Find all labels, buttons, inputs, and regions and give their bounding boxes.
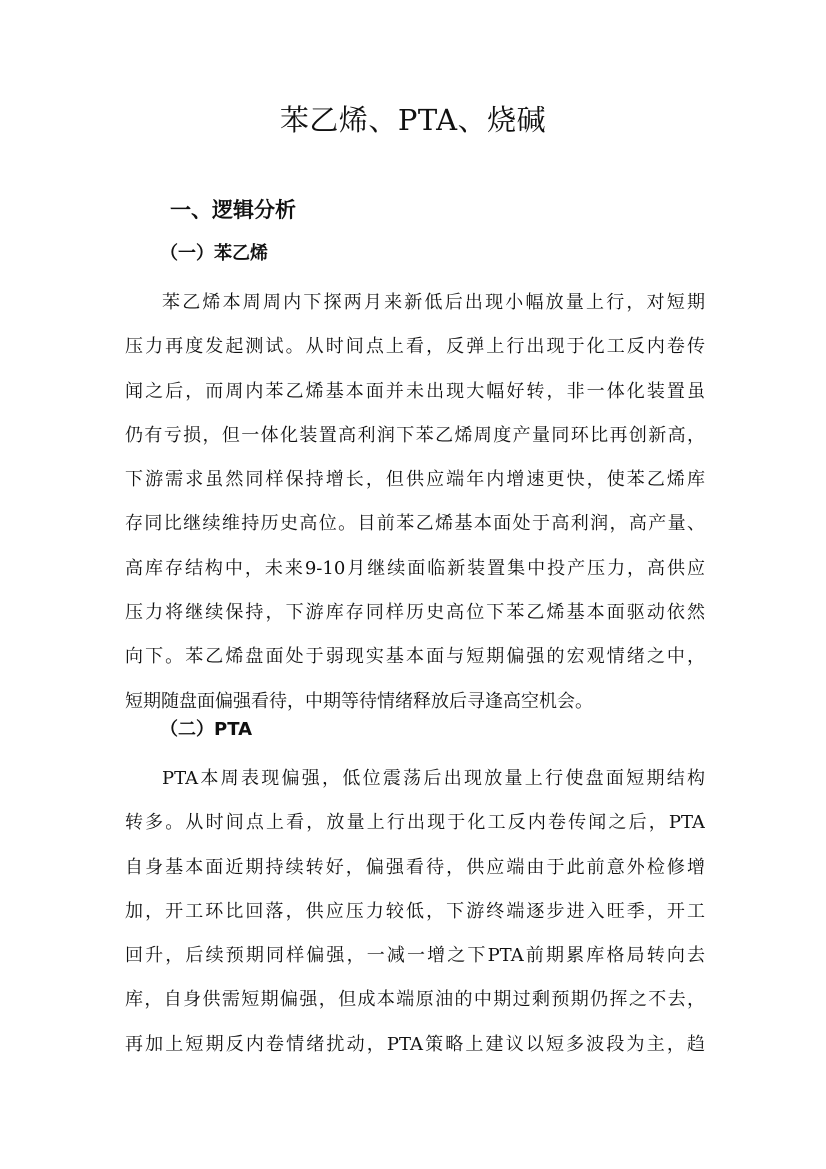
paragraph-line: 库，自身供需短期偏强，但成本端原油的中期过剩预期仍挥之不去， (125, 989, 705, 1011)
paragraph-line: 加，开工环比回落，供应压力较低，下游终端逐步进入旺季，开工 (125, 900, 705, 922)
paragraph-line: 苯乙烯本周周内下探两月来新低后出现小幅放量上行，对短期 (162, 292, 705, 313)
paragraph-line: 仍有亏损，但一体化装置高利润下苯乙烯周度产量同环比再创新高， (125, 424, 705, 446)
paragraph-line: 高库存结构中，未来9-10月继续面临新装置集中投产压力，高供应 (125, 557, 705, 579)
paragraph-line: PTA本周表现偏强，低位震荡后出现放量上行使盘面短期结构 (162, 768, 705, 789)
paragraph-line-last: 短期随盘面偏强看待，中期等待情绪释放后寻逢高空机会。 (125, 690, 593, 712)
paragraph-line: 闻之后，而周内苯乙烯基本面并未出现大幅好转，非一体化装置虽 (125, 380, 705, 402)
paragraph-line: 回升，后续预期同样偏强，一减一增之下PTA前期累库格局转向去 (125, 945, 705, 967)
paragraph-line: 存同比继续维持历史高位。目前苯乙烯基本面处于高利润，高产量、 (125, 513, 705, 535)
paragraph-line: 转多。从时间点上看，放量上行出现于化工反内卷传闻之后，PTA (125, 812, 705, 834)
paragraph-line: 再加上短期反内卷情绪扰动，PTA策略上建议以短多波段为主，趋 (125, 1033, 705, 1055)
document-title: 苯乙烯、PTA、烧碱 (279, 103, 547, 137)
paragraph-pta (125, 757, 705, 1067)
paragraph-line: 压力将继续保持，下游库存同样历史高位下苯乙烯基本面驱动依然 (125, 602, 705, 624)
subsection-heading-styrene: （一）苯乙烯 (160, 243, 268, 264)
paragraph-line: 压力再度发起测试。从时间点上看，反弹上行出现于化工反内卷传 (125, 336, 705, 358)
section-heading-logic-analysis: 一、逻辑分析 (170, 198, 296, 222)
subsection-heading-pta: （二）PTA (160, 719, 253, 740)
paragraph-line: 下游需求虽然同样保持增长，但供应端年内增速更快，使苯乙烯库 (125, 469, 705, 491)
paragraph-line: 向下。苯乙烯盘面处于弱现实基本面与短期偏强的宏观情绪之中， (125, 646, 705, 668)
paragraph-styrene (125, 281, 705, 724)
paragraph-line: 自身基本面近期持续转好，偏强看待，供应端由于此前意外检修增 (125, 856, 705, 878)
